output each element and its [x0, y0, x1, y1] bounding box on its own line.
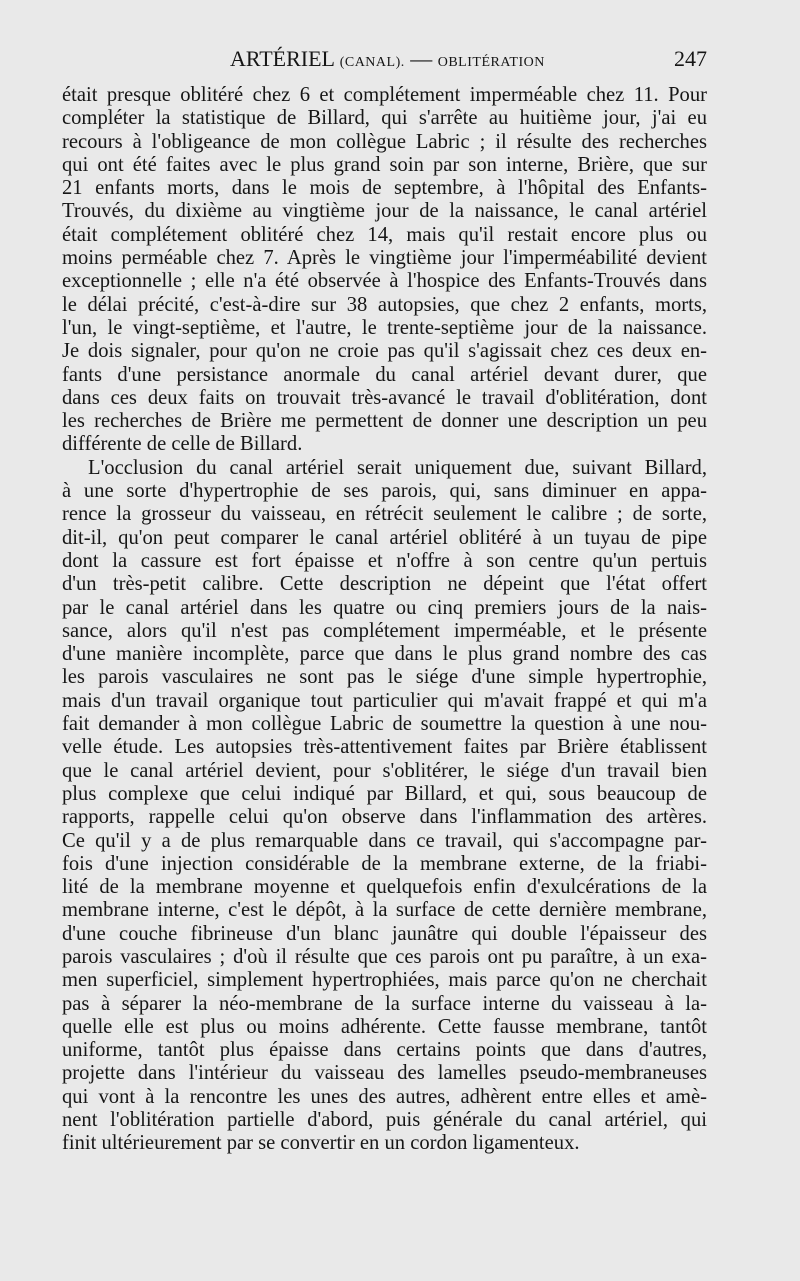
text-line: lité de la membrane moyenne et quelquefois enfin d'exulcérations de la [62, 876, 707, 899]
text-line: à une sorte d'hypertrophie de ses parois, qui, sans diminuer en appa- [62, 480, 707, 503]
text-line: dont la cassure est fort épaisse et n'offre à son centre qu'un pertuis [62, 549, 707, 572]
text-line: par le canal artériel dans les quatre ou cinq premiers jours de la nais- [62, 596, 707, 619]
text-line: fants d'une persistance anormale du canal artériel devant durer, que [62, 363, 707, 386]
text-line: qui vont à la rencontre les unes des autres, adhèrent entre elles et amè- [62, 1085, 707, 1108]
text-line: parois vasculaires ; d'où il résulte que ces parois ont pu paraître, à un exa- [62, 945, 707, 968]
text-line: quelle elle est plus ou moins adhérente. Cette fausse membrane, tantôt [62, 1015, 707, 1038]
body-text [62, 84, 707, 1156]
text-line: fois d'une injection considérable de la membrane externe, de la friabi- [62, 852, 707, 875]
running-header [62, 46, 707, 76]
text-line: uniforme, tantôt plus épaisse dans certains points que dans d'autres, [62, 1039, 707, 1062]
text-line: d'un très-petit calibre. Cette description ne dépeint que l'état offert [62, 573, 707, 596]
text-line: Ce qu'il y a de plus remarquable dans ce travail, qui s'accompagne par- [62, 829, 707, 852]
text-line: exceptionnelle ; elle n'a été observée à l'hospice des Enfants-Trouvés dans [62, 270, 707, 293]
text-line: recours à l'obligeance de mon collègue Labric ; il résulte des recherches [62, 130, 707, 153]
text-line: différente de celle de Billard. [62, 433, 303, 456]
text-line: d'une couche fibrineuse d'un blanc jaunâtre qui double l'épaisseur des [62, 922, 707, 945]
header-title: ARTÉRIEL [230, 46, 335, 71]
header-section: OBLITÉRATION [437, 55, 545, 70]
page-number: 247 [674, 46, 707, 71]
header-subtitle: (CANAL). [339, 55, 405, 70]
text-line: compléter la statistique de Billard, qui s'arrête au huitième jour, j'ai eu [62, 107, 707, 130]
text-line: finit ultérieurement par se convertir en un cordon ligamenteux. [62, 1132, 580, 1155]
text-line: Trouvés, du dixième au vingtième jour de la naissance, le canal artériel [62, 200, 707, 223]
text-line: 21 enfants morts, dans le mois de septembre, à l'hôpital des Enfants- [62, 177, 707, 200]
text-line: le délai précité, c'est-à-dire sur 38 autopsies, que chez 2 enfants, morts, [62, 293, 707, 316]
text-line: d'une manière incomplète, parce que dans le plus grand nombre des cas [62, 643, 707, 666]
text-line: que le canal artériel devient, pour s'oblitérer, le siége d'un travail bien [62, 759, 707, 782]
header-dash: — [410, 46, 433, 71]
text-line: fait demander à mon collègue Labric de soumettre la question à une nou- [62, 713, 707, 736]
text-line: moins perméable chez 7. Après le vingtième jour l'imperméabilité devient [62, 247, 707, 270]
text-line: rence la grosseur du vaisseau, en rétrécit seulement le calibre ; de sorte, [62, 503, 707, 526]
text-line: dit-il, qu'on peut comparer le canal artériel oblitéré à un tuyau de pipe [62, 526, 707, 549]
text-line: dans ces deux faits on trouvait très-avancé le travail d'oblitération, dont [62, 386, 707, 409]
text-line: membrane interne, c'est le dépôt, à la surface de cette dernière membrane, [62, 899, 707, 922]
text-line: Je dois signaler, pour qu'on ne croie pas qu'il s'agissait chez ces deux en- [62, 340, 707, 363]
text-line: qui ont été faites avec le plus grand soin par son interne, Brière, que sur [62, 153, 707, 176]
text-line: pas à séparer la néo-membrane de la surface interne du vaisseau à la- [62, 992, 707, 1015]
text-line: était presque oblitéré chez 6 et complétement imperméable chez 11. Pour [62, 84, 707, 106]
text-line: l'un, le vingt-septième, et l'autre, le trente-septième jour de la naissance. [62, 316, 707, 339]
text-line: mais d'un travail organique tout particulier qui m'avait frappé et qui m'a [62, 689, 707, 712]
text-line: les recherches de Brière me permettent de donner une description un peu [62, 410, 707, 433]
running-title [230, 46, 545, 72]
text-line: nent l'oblitération partielle d'abord, puis générale du canal artériel, qui [62, 1109, 707, 1132]
text-line: plus complexe que celui indiqué par Billard, et qui, sous beaucoup de [62, 782, 707, 805]
text-line: les parois vasculaires ne sont pas le siége d'une simple hypertrophie, [62, 666, 707, 689]
text-line: velle étude. Les autopsies très-attentivement faites par Brière établissent [62, 736, 707, 759]
text-line: men superficiel, simplement hypertrophiées, mais parce qu'on ne cherchait [62, 969, 707, 992]
text-line: sance, alors qu'il n'est pas complétement imperméable, et le présente [62, 619, 707, 642]
text-line: était complétement oblitéré chez 14, mais qu'il restait encore plus ou [62, 223, 707, 246]
text-line: rapports, rappelle celui qu'on observe dans l'inflammation des artères. [62, 806, 707, 829]
text-line: projette dans l'intérieur du vaisseau des lamelles pseudo-membraneuses [62, 1062, 707, 1085]
text-line: L'occlusion du canal artériel serait uniquement due, suivant Billard, [88, 456, 707, 479]
